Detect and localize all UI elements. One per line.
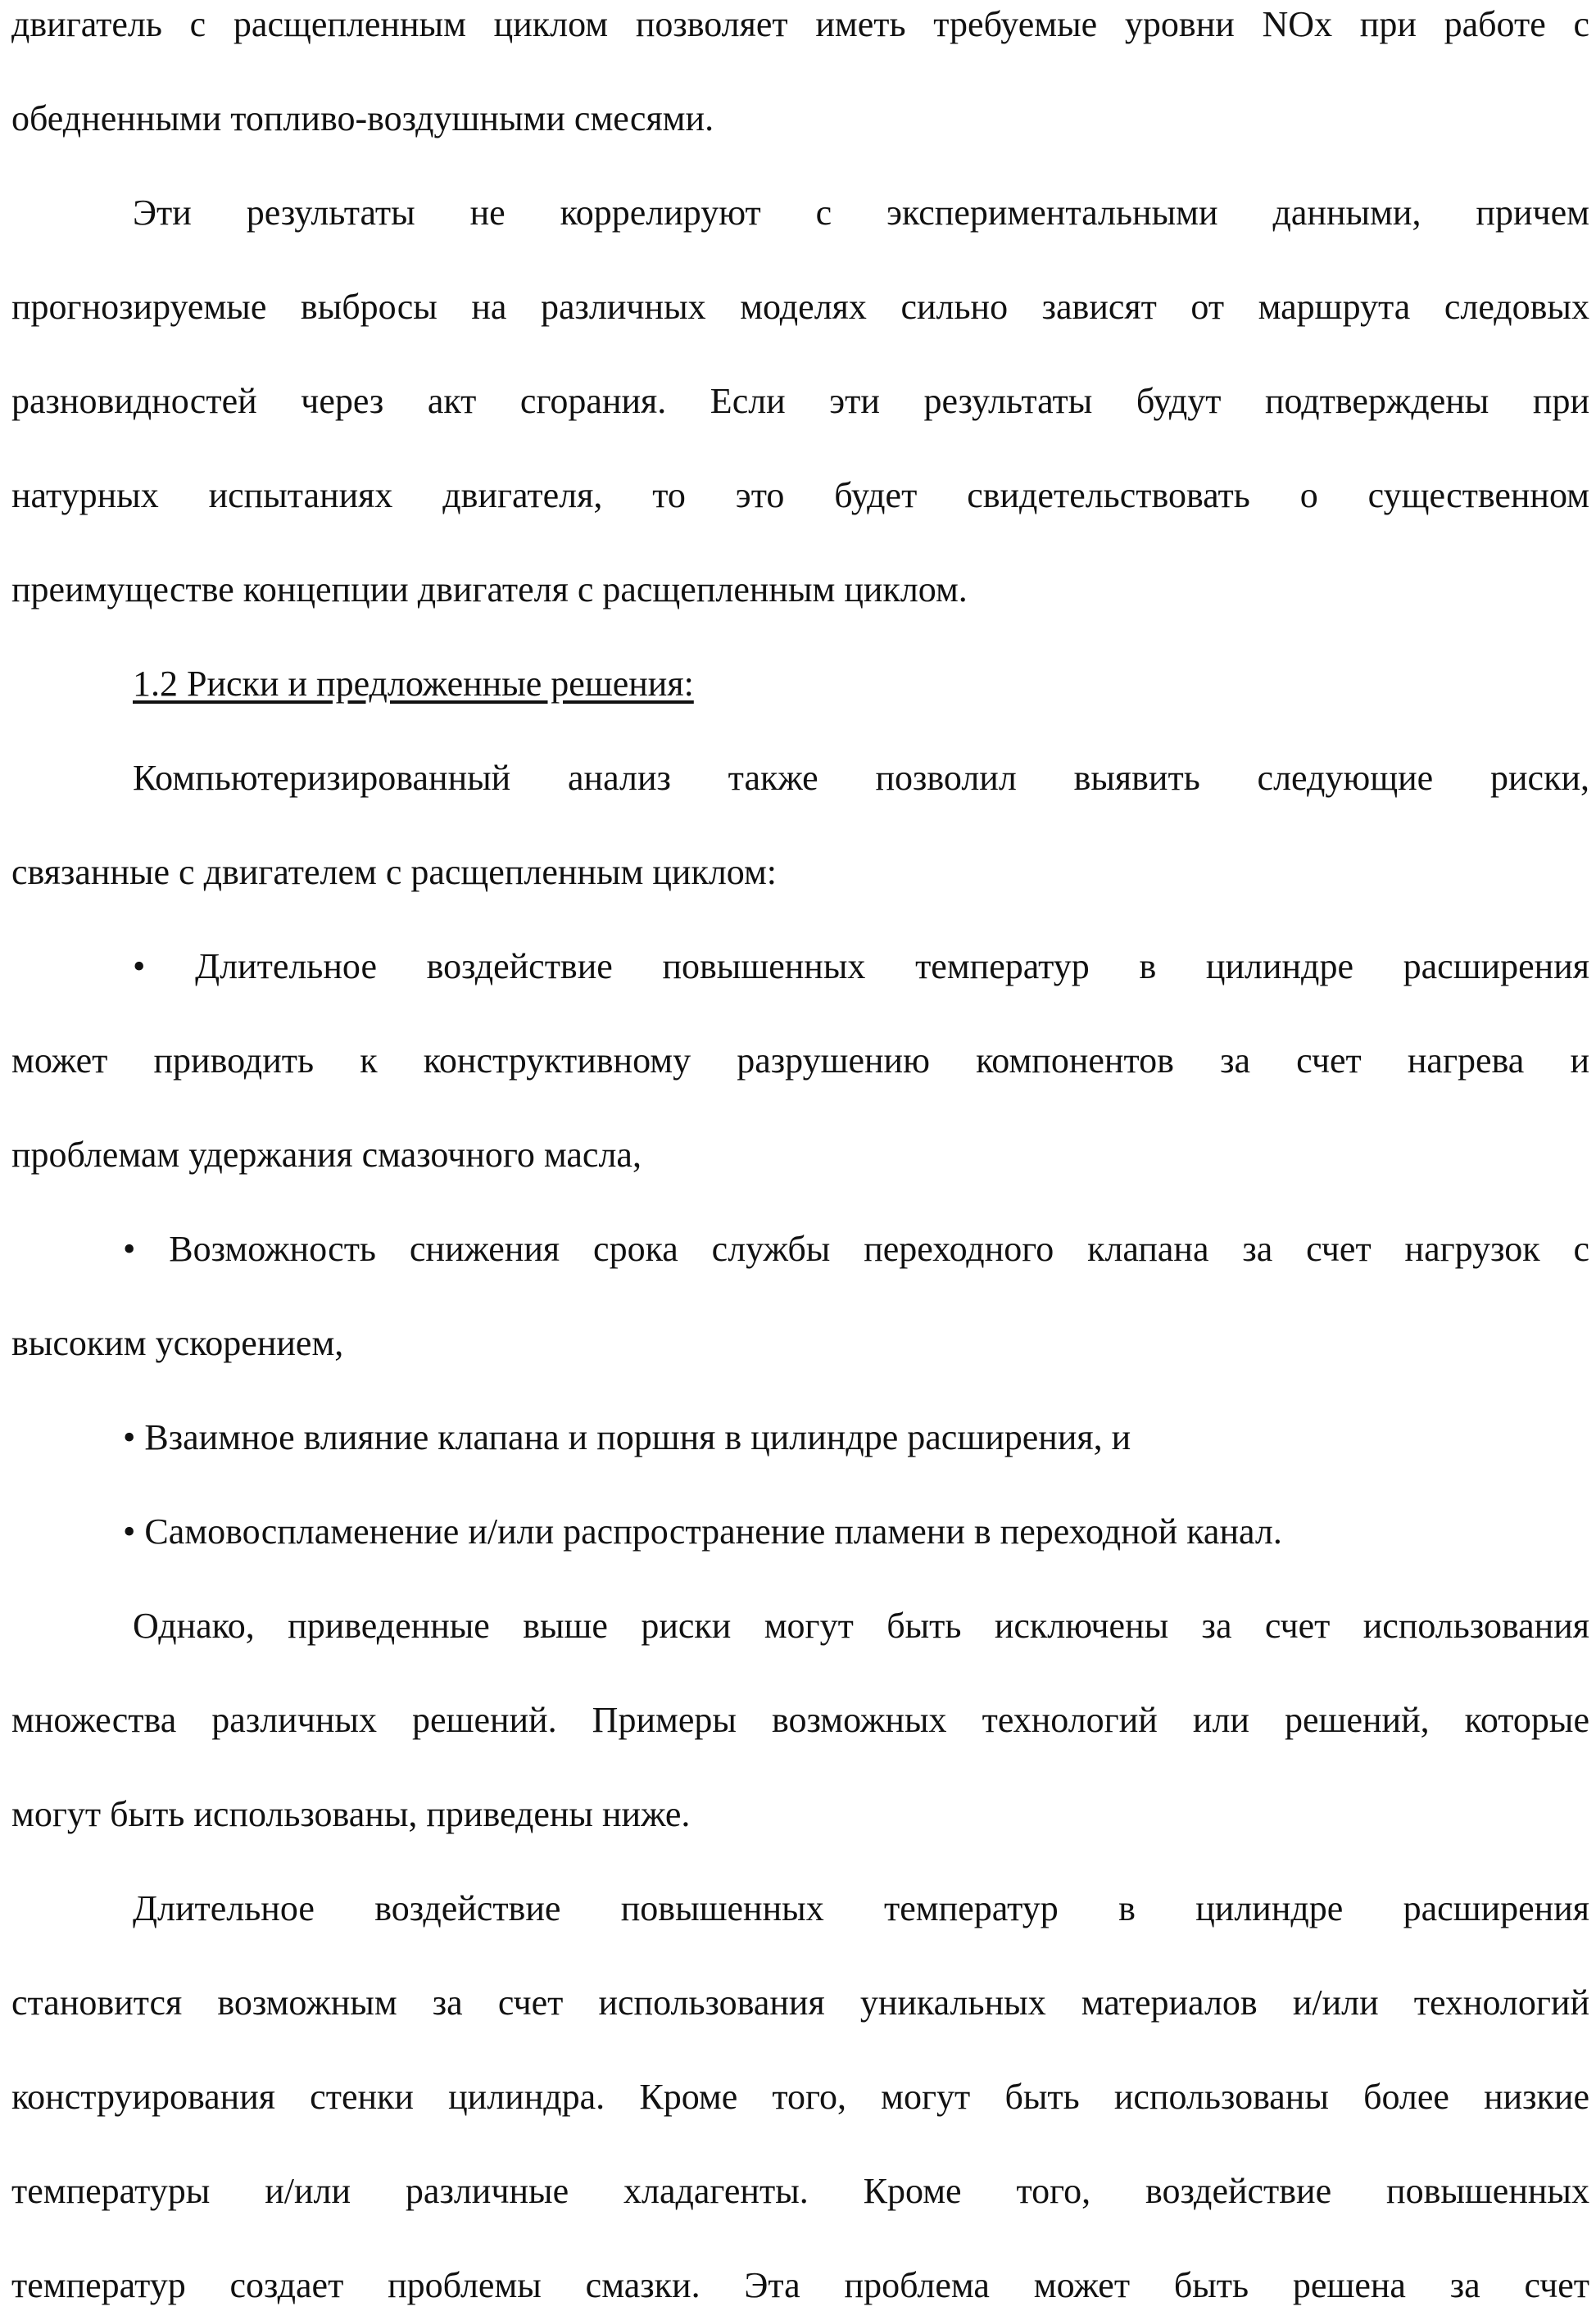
text-line: прогнозируемые выбросы на различных моделях сильно зависят от маршрута следовых bbox=[11, 287, 1589, 327]
text-line: могут быть использованы, приведены ниже. bbox=[11, 1794, 691, 1834]
text-line: Компьютеризированный анализ также позволил выявить следующие риски, bbox=[133, 758, 1589, 798]
document-page bbox=[11, 0, 1589, 2320]
section-heading-text: 1.2 Риски и предложенные решения: bbox=[133, 664, 694, 704]
text-line: может приводить к конструктивному разрушению компонентов за счет нагрева и bbox=[11, 1040, 1589, 1081]
text-line: температуры и/или различные хладагенты. Кроме того, воздействие повышенных bbox=[11, 2171, 1589, 2211]
bullet-item: • Возможность снижения срока службы переходного клапана за счет нагрузок с bbox=[123, 1229, 1589, 1269]
text-line: обедненными топливо-воздушными смесями. bbox=[11, 98, 714, 138]
text-line: множества различных решений. Примеры возможных технологий или решений, которые bbox=[11, 1700, 1589, 1740]
text-line: Длительное воздействие повышенных температур в цилиндре расширения bbox=[133, 1888, 1589, 1928]
text-line: высоким ускорением, bbox=[11, 1323, 344, 1363]
text-line: Эти результаты не коррелируют с экспериментальными данными, причем bbox=[133, 193, 1589, 233]
bullet-item: • Взаимное влияние клапана и поршня в цилиндре расширения, и bbox=[123, 1417, 1131, 1457]
text-line: двигатель с расщепленным циклом позволяет иметь требуемые уровни NOx при работе с bbox=[11, 4, 1589, 44]
text-line: проблемам удержания смазочного масла, bbox=[11, 1135, 642, 1175]
text-line: разновидностей через акт сгорания. Если эти результаты будут подтверждены при bbox=[11, 381, 1589, 421]
section-heading bbox=[11, 659, 1589, 709]
bullet-item: • Самовоспламенение и/или распространение пламени в переходной канал. bbox=[123, 1511, 1282, 1552]
bullet-item: • Длительное воздействие повышенных температур в цилиндре расширения bbox=[133, 946, 1589, 986]
text-line: натурных испытаниях двигателя, то это будет свидетельствовать о существенном bbox=[11, 475, 1589, 515]
text-line: Однако, приведенные выше риски могут быть исключены за счет использования bbox=[133, 1606, 1589, 1646]
text-line: конструирования стенки цилиндра. Кроме того, могут быть использованы более низкие bbox=[11, 2077, 1589, 2117]
text-line: температур создает проблемы смазки. Эта проблема может быть решена за счет bbox=[11, 2265, 1589, 2305]
text-line: становится возможным за счет использования уникальных материалов и/или технологий bbox=[11, 1982, 1589, 2023]
text-line: связанные с двигателем с расщепленным циклом: bbox=[11, 852, 778, 892]
text-line: преимуществе концепции двигателя с расщепленным циклом. bbox=[11, 569, 968, 609]
